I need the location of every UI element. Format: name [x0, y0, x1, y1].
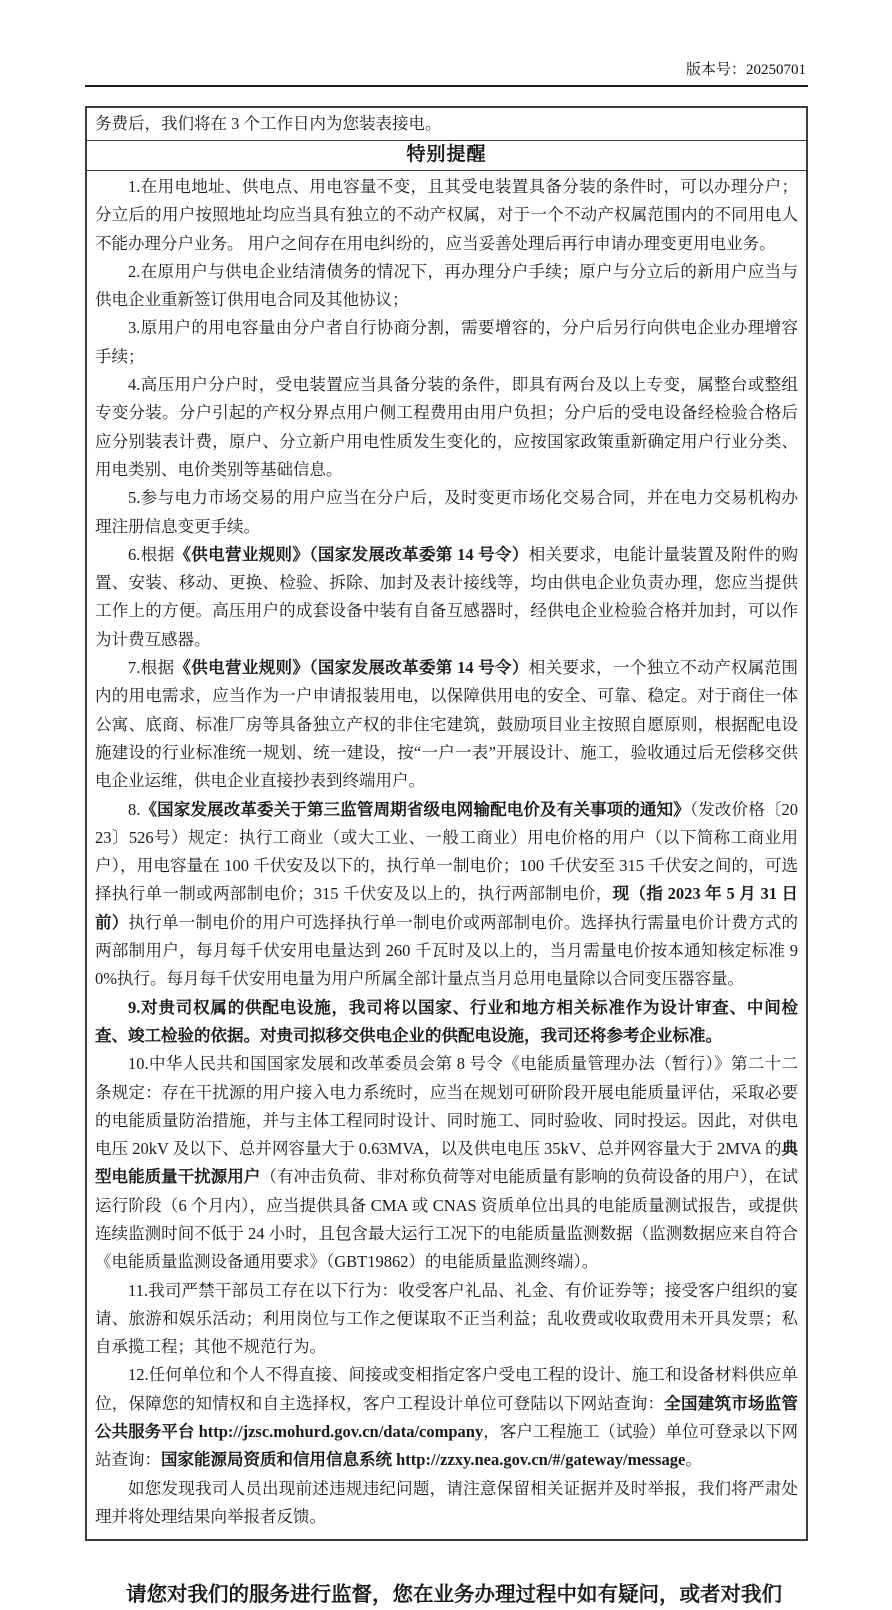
- supervision-notice-text: 请您对我们的服务进行监督，您在业务办理过程中如有疑问，或者对我们: [126, 1584, 782, 1607]
- reminder-paragraph-11: 11.我司严禁干部员工存在以下行为：收受客户礼品、礼金、有价证券等；接受客户组织的宴请、旅游和娱乐活动；利用岗位与工作之便谋取不正当利益；乱收费或收取费用未开具发票；私自承揽工程；其他不规范行为。: [95, 1280, 798, 1357]
- special-reminder-title: 特别提醒: [87, 141, 806, 171]
- reminder-paragraph-12: 12.任何单位和个人不得直接、间接或变相指定客户受电工程的设计、施工和设备材料供应单位，保障您的知情权和自主选择权，客户工程设计单位可登陆以下网站查询：全国建筑市场监管公共服务平台 http://jzsc.mohurd.gov.cn/data/company，客户工程施工（试验）单位可登录以下网站查询：国家能源局资质和信用信息系统 http://zzxy.nea.gov.cn/#/gateway/message。: [95, 1365, 799, 1470]
- header-rule: [85, 85, 808, 87]
- reminder-paragraph-2: 2.在原用户与供电企业结清债务的情况下，再办理分户手续；原户与分立后的新用户应当与供电企业重新签订供用电合同及其他协议；: [95, 261, 798, 310]
- reminder-paragraph-1: 1.在用电地址、供电点、用电容量不变，且其受电装置具备分装的条件时，可以办理分户；分立后的用户按照地址均应当具有独立的不动产权属，对于一个不动产权属范围内的不同用电人不能办理分户业务。 用户之间存在用电纠纷的，应当妥善处理后再行申请办理变更用电业务。: [95, 177, 798, 253]
- reminder-paragraph-8: 8.《国家发展改革委关于第三监管周期省级电网输配电价及有关事项的通知》（发改价格〔2023〕526号）规定：执行工商业（或大工业、一般工商业）用电价格的用户（以下简称工商业用户），用电容量在 100 千伏安及以下的，执行单一制电价；100 千伏安至 315 千伏安之间的，可选择执行单一制或两部制电价；315 千伏安及以上的，执行两部制电价，现（指 2023 年 5 月 31 日前）执行单一制电价的用户可选择执行单一制电价或两部制电价。选择执行需量电价计费方式的两部制用户，每月每千伏安用电量达到 260 千瓦时及以上的，当月需量电价按本通知核定标准 90%执行。每月每千伏安用电量为用户所属全部计量点当月总用电量除以合同变压器容量。: [95, 799, 799, 989]
- reminder-paragraph-4: 4.高压用户分户时，受电装置应当具备分装的条件，即具有两台及以上专变，属整台或整组专变分装。分户引起的产权分界点用户侧工程费用由用户负担；分户后的受电设备经检验合格后应分别装表计费，原户、分立新户用电性质发生变化的，应按国家政策重新确定用户行业分类、用电类别、电价类别等基础信息。: [95, 375, 798, 479]
- reminder-paragraph-7: 7.根据《供电营业规则》（国家发展改革委第 14 号令）相关要求，一个独立不动产权属范围内的用电需求，应当作为一户申请报装用电，以保障供用电的安全、可靠、稳定。对于商住一体公寓、底商、标准厂房等具备独立产权的非住宅建筑，鼓励项目业主按照自愿原则，根据配电设施建设的行业标准统一规划、统一建设，按“一户一表”开展设计、施工，验收通过后无偿移交供电企业运维，供电企业直接抄表到终端用户。: [95, 658, 799, 791]
- reminder-closing-paragraph: 如您发现我司人员出现前述违规违纪问题，请注意保留相关证据并及时举报，我们将严肃处理并将处理结果向举报者反馈。: [95, 1478, 798, 1526]
- reminder-paragraph-5: 5.参与电力市场交易的用户应当在分户后，及时变更市场化交易合同，并在电力交易机构办理注册信息变更手续。: [95, 488, 798, 536]
- reminder-paragraph-10: 10.中华人民共和国国家发展和改革委员会第 8 号令《电能质量管理办法（暂行）》第二十二条规定：存在干扰源的用户接入电力系统时，应当在规划可研阶段开展电能质量评估，采取必要的电能质量防治措施，并与主体工程同时设计、同时施工、同时验收、同时投运。因此，对供电电压 20kV 及以下、总并网容量大于 0.63MVA，以及供电电压 35kV、总并网容量大于 2MVA 的典型电能质量干扰源用户（有冲击负荷、非对称负荷等对电能质量有影响的负荷设备的用户），在试运行阶段（6 个月内），应当提供具备 CMA 或 CNAS 资质单位出具的电能质量测试报告，或提供连续监测时间不低于 24 小时，且包含最大运行工况下的电能质量监测数据（监测数据应来自符合《电能质量监测设备通用要求》（GBT19862）的电能质量监测终端）。: [95, 1054, 799, 1272]
- special-reminder-table: [85, 106, 808, 1541]
- reminder-paragraph-3: 3.原用户的用电容量由分户者自行协商分割，需要增容的，分户后另行向供电企业办理增容手续；: [95, 318, 798, 366]
- reminder-body: [87, 171, 806, 1539]
- reminder-paragraph-6: 6.根据《供电营业规则》（国家发展改革委第 14 号令）相关要求，电能计量装置及附件的购置、安装、移动、更换、检验、拆除、加封及表计接线等，均由供电企业负责办理，您应当提供工作上的方便。高压用户的成套设备中装有自备互感器时，经供电企业检验合格并加封，可以作为计费互感器。: [95, 544, 799, 649]
- intro-continuation-text: 务费后，我们将在 3 个工作日内为您装表接电。: [87, 108, 806, 141]
- reminder-paragraph-9: 9.对贵司权属的供配电设施，我司将以国家、行业和地方相关标准作为设计审查、中间检查、竣工检验的依据。对贵司拟移交供电企业的供配电设施，我司还将参考企业标准。: [95, 997, 798, 1045]
- version-label: 版本号：20250701: [685, 62, 806, 78]
